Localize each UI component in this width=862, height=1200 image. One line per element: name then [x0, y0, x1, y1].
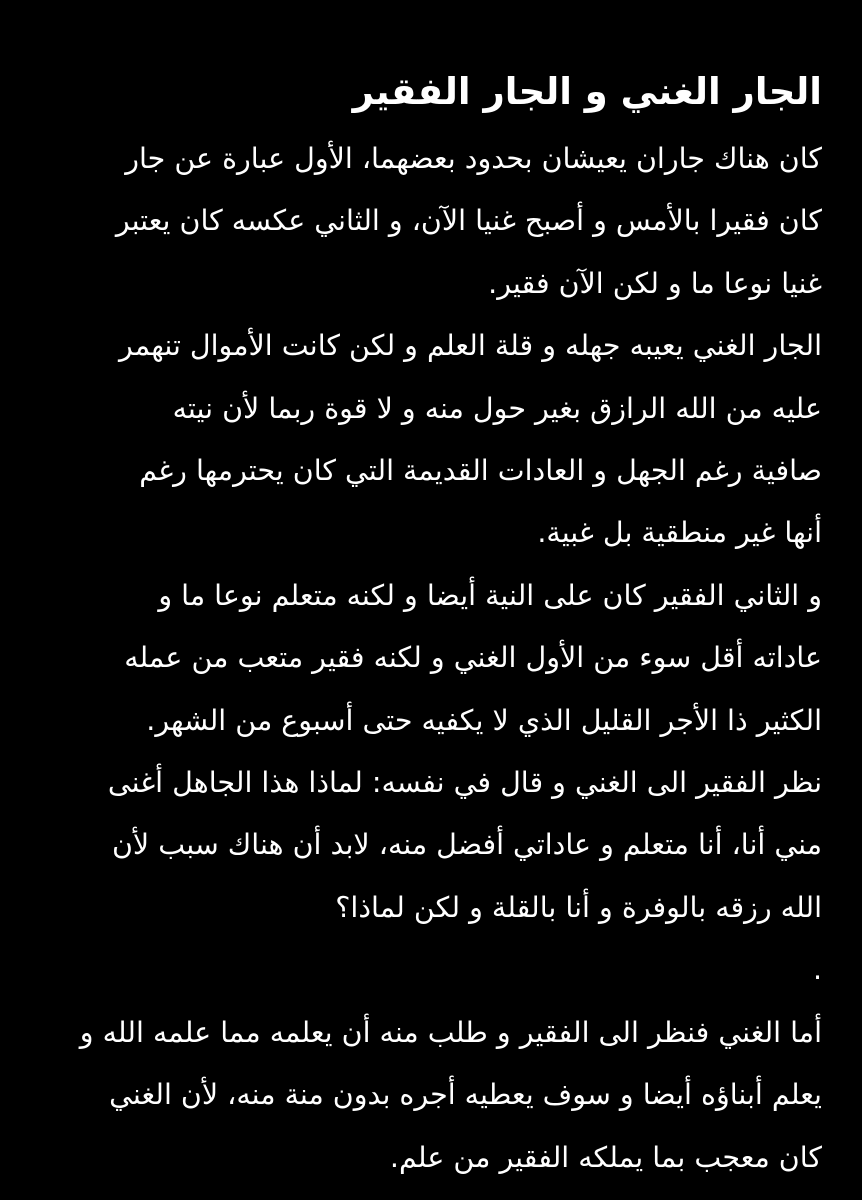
text-line: الكثير ذا الأجر القليل الذي لا يكفيه حتى أسبوع من الشهر. — [146, 703, 822, 737]
text-line: كان معجب بما يملكه الفقير من علم. — [389, 1140, 822, 1174]
text-line: غنيا نوعا ما و لكن الآن فقير. — [488, 266, 822, 300]
text-line: عليه من الله الرازق بغير حول منه و لا قوة ربما لأن نيته — [172, 391, 822, 425]
text-line: صافية رغم الجهل و العادات القديمة التي كان يحترمها رغم — [139, 454, 822, 488]
text-line: . — [812, 953, 822, 987]
text-line: يعلم أبناؤه أيضا و سوف يعطيه أجره بدون منة منه، لأن الغني — [109, 1078, 822, 1112]
text-line: عاداته أقل سوء من الأول الغني و لكنه فقير متعب من عمله — [124, 641, 822, 675]
text-line: أنها غير منطقية بل غبية. — [537, 516, 822, 550]
text-line: و الثاني الفقير كان على النية أيضا و لكنه متعلم نوعا ما و — [158, 578, 822, 612]
text-line: مني أنا، أنا متعلم و عاداتي أفضل منه، لابد أن هناك سبب لأن — [112, 828, 822, 862]
document-page — [20, 60, 822, 1189]
text-line: كان هناك جاران يعيشان بحدود بعضهما، الأول عبارة عن جار — [125, 142, 822, 175]
text-line: الله رزقه بالوفرة و أنا بالقلة و لكن لماذا؟ — [335, 890, 822, 924]
document-title: الجار الغني و الجار الفقير — [352, 70, 822, 113]
text-line: أما الغني فنظر الى الفقير و طلب منه أن يعلمه مما علمه الله و — [79, 1015, 822, 1049]
text-line: نظر الفقير الى الغني و قال في نفسه: لماذا هذا الجاهل أغنى — [107, 766, 822, 800]
text-line: كان فقيرا بالأمس و أصبح غنيا الآن، و الثاني عكسه كان يعتبر — [115, 204, 822, 238]
text-line: الجار الغني يعيبه جهله و قلة العلم و لكن كانت الأموال تنهمر — [119, 329, 822, 363]
